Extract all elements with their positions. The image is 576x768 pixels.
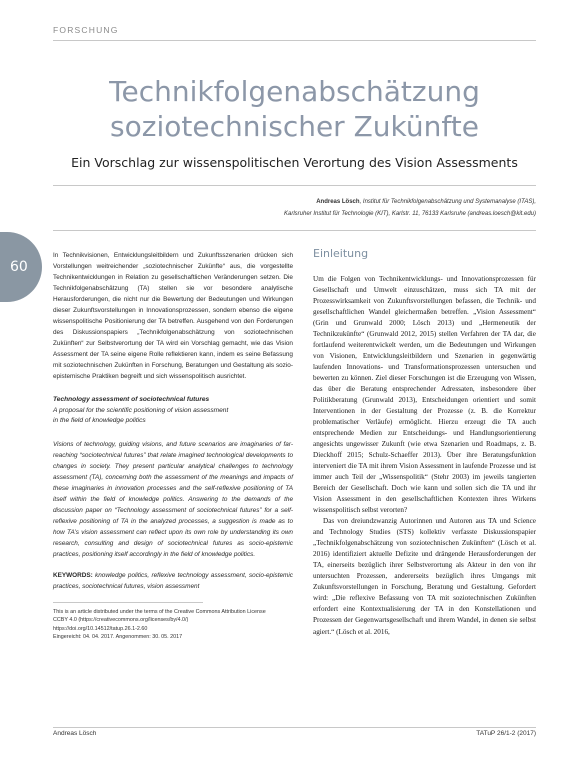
intro-paragraph-1: Um die Folgen von Technikentwicklungs- und Innovationsprozessen für Gesellschaft und Umwelt einzuschätzen, muss sich TA mit der Prozesswirksamkeit von Zukunftsvorstellungen befassen, die Technik- und gesellschaftlichen Wandel gleichermaßen betreffen. „Vision Assessment“ (Grin und Grunwald 2000; Lösch 2013) und „Hermeneutik der Technikzukünfte“ (Grunwald 2012, 2015) stellen Verfahren der TA dar, die fortlaufend weiterentwickelt werden, um die Bedeutungen und Wirkungen von Visionen, Entwicklungsleitbildern und Szenarien in gegenwärtig laufenden Innovations- und Transformationsprozessen untersuchen und bewerten zu können. Ziel dieser Forschungen ist die Erzeugung von Wissen, das über die Beratung entsprechender Adressaten, insbesondere über Politikberatung (Grunwald 2013), Entscheidungen orientiert und somit Interventionen in der Gestaltung der Prozesse (z. B. die Korrektur problematischer Verläufe) ermöglicht. Hierzu erzeugt die TA auch entsprechende Medien zur Entscheidungs- und Handlungsorientierung angesichts ungewisser Zukunft (wie etwa Szenarien und Roadmaps, z. B. Dieckhoff 2015; Schulz-Schaeffer 2013). Über ihre Beratungsfunktion interveniert die TA mit ihrem Vision Assessment in laufende Prozesse und ist immer auch Teil der „Wissenspolitik“ (Stehr 2003) im jeweils tangierten Bereich der Gesellschaft. Doch wie kann und sollen sich die TA und ihr Vision Assessment in den gesellschaftlichen Kontexten ihres Wirkens wissenspolitisch selbst verorten? xyxy=(313,275,536,515)
title-line-2: soziotechnischer Zukünfte xyxy=(110,110,479,143)
license-block xyxy=(53,608,293,642)
author-affiliation-2: Karlsruher Institut für Technologie (KIT), Karlstr. 11, 76133 Karlsruhe (andreas.loesch@kit.edu) xyxy=(284,211,536,217)
author-line-1 xyxy=(53,196,536,208)
english-title: Technology assessment of sociotechnical futures xyxy=(53,396,210,403)
footer-author: Andreas Lösch xyxy=(53,730,97,737)
license-line-1: This is an article distributed under the terms of the Creative Commons Attribution License xyxy=(53,608,266,615)
title-line-1: Technikfolgenabschätzung xyxy=(109,75,480,108)
english-subtitle-2: in the field of knowledge politics xyxy=(53,417,146,424)
page-number: 60 xyxy=(10,259,28,275)
intro-paragraph-2: Das von dreiundzwanzig Autorinnen und Autoren aus TA und Science and Technology Studies (STS) kollektiv verfasste Diskussionspapier „Technikfolgenabschätzung von soziotechnischen Zukünften“ (Lösch et al. 2016) identifiziert aktuelle Defizite und drängende Herausforderungen der TA, einerseits bezüglich ihrer Selbstverortung als Akteur in den von ihr untersuchten Prozessen, andererseits bezüglich ihres Umgangs mit Zukunftsvorstellungen in Forschung, Beratung und Gestaltung. Gefordert wird: „Die reflexive Befassung von TA mit soziotechnischen Zukünften erfordert eine Kontextualisierung der TA in den Konstellationen und Prozessen der Gegenwartsgesellschaft und ihrem Wandel, in denen sie selbst agiert.“ (Lösch et al. 2016, xyxy=(313,517,536,636)
footer-journal: TATuP 26/1-2 (2017) xyxy=(476,730,536,737)
body-column xyxy=(313,247,536,638)
english-title-block xyxy=(53,395,293,427)
page-number-tab xyxy=(0,232,42,302)
page-subtitle: Ein Vorschlag zur wissenspolitischen Verortung des Vision Assessments xyxy=(71,155,518,170)
abstract-german: In Technikvisionen, Entwicklungsleitbildern und Zukunftsszenarien drücken sich Vorstellungen weitreichender „soziotechnischer Zukünfte“ aus, die vorgestellte Technikentwicklungen in Relation zu gesellschaftlichen Veränderungen setzen. Die Technikfolgenabschätzung (TA) stellen sie vor besondere analytische Herausforderungen, die nicht nur die Bewertung der Bedeutungen und Wirkungen dieser Zukunftsvorstellungen in Innovationsprozessen, sondern ebenso die eigene wissenspolitische Positionierung der TA betreffen. Ausgehend von den Forderungen des Diskussionspapiers „Technikfolgenabschätzung von soziotechnischen Zukünften“ zur Selbstverortung der TA wird ein Vorschlag gemacht, wie das Vision Assessment der TA seine eigene Rolle reflektieren kann, indem es seine Befassung mit soziotechnischen Zukünften in Forschung, Beratungen und Gestaltung als sozio-epistemische Praktiken begreift und sich wissenspolitisch ausrichtet. xyxy=(53,252,293,380)
section-label: FORSCHUNG xyxy=(53,25,119,35)
author-block xyxy=(53,196,536,220)
english-subtitle-1: A proposal for the scientific positioning of vision assessment xyxy=(53,406,229,414)
license-divider xyxy=(53,602,203,603)
page-title xyxy=(53,74,536,144)
doi-link[interactable]: https://doi.org/10.14512/tatup.26.1-2.60 xyxy=(53,625,148,632)
keywords-list: knowledge politics, reflexive technology assessment, socio-epistemic practices, sociotechnical futures, vision assessment xyxy=(53,571,293,590)
keywords-label: KEYWORDS: xyxy=(53,571,93,579)
footer-divider xyxy=(53,727,536,728)
keywords xyxy=(53,570,293,592)
intro-heading: Einleitung xyxy=(313,247,369,260)
author-name: Andreas Lösch xyxy=(316,199,360,205)
license-line-2[interactable]: CCBY 4.0 (https://creativecommons.org/licenses/by/4.0/) xyxy=(53,617,189,624)
author-divider xyxy=(53,230,536,231)
abstract-column xyxy=(53,250,293,642)
subtitle-divider xyxy=(53,185,536,186)
submission-dates: Eingereicht: 04. 04. 2017. Angenommen: 30. 05. 2017 xyxy=(53,634,183,641)
top-divider xyxy=(53,40,536,41)
abstract-english: Visions of technology, guiding visions, and future scenarios are imaginaries of far-reaching “sociotechnical futures” that relate imagined technological developments to changes in society. They present particular analytical challenges to technology assessment (TA), concerning both the assessment of the meanings and impacts of these imaginaries in innovation processes and the self-reflexive positioning of TA itself within the field of knowledge politics. Answering to the demands of the discussion paper on “Technology assessment of sociotechnical futures” for a self-reflexive positioning of TA in the analyzed processes, a suggestion is made as to how TA’s vision assessment can reflect upon its own role by understanding its own research, consulting and design of sociotechnical futures as socio-epistemic practices, positioning itself accordingly in the field of knowledge politics. xyxy=(53,440,293,558)
author-affiliation-1: , Institut für Technikfolgenabschätzung und Systemanalyse (ITAS), xyxy=(359,199,536,205)
